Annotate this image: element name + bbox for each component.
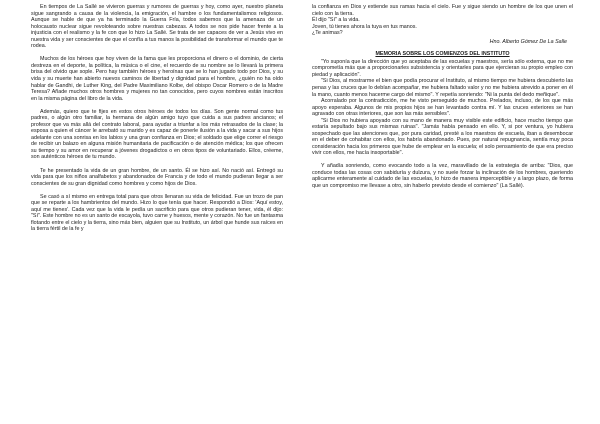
right-column xyxy=(312,4,573,189)
line-young-person: Joven, tú tienes ahora la tuya en tus manos. xyxy=(312,23,417,30)
paragraph-great-man: Te he presentado la vida de un gran hombre, de un santo. Él se hizo así. No nació así. Entregó su vida para que los niños analfabetos y abandonados de Francia y de todo el mundo pudieran llegar a ser conscientes de su gran dignidad como hombres y como hijos de Dios. xyxy=(31,167,283,187)
line-question: ¿Te animas? xyxy=(312,30,343,37)
paragraph-wars: En tiempos de La Sallé se vivieron guerras y rumores de guerras y hoy, como ayer, nuestro planeta sigue sangrando a causa de la violencia, la emigración, el hambre o los fundamentalismos religiosos. Aunque se hable de que ya ha terminado la Guerra Fría, todos sabemos que la amenaza de un holocausto nuclear sigue revoloteando sobre nuestras cabezas. A todos se nos pide hacer frente a la injusticia con el realismo y la fe con que lo hizo La Sallé. Se trata de ser capaces de ver a Jesús vivo en nuestra vida y ser conscientes de que el confía a tus manos la posibilidad de transformar el mundo que te rodea. xyxy=(31,4,283,50)
memoria-title: MEMORIA SOBRE LOS COMIENZOS DEL INSTITUTO xyxy=(375,51,510,58)
paragraph-everyday-heroes: Además, quiero que te fijes en estos otros héroes de todos los días. Son gente normal como tus padres, o algún otro familiar, la hermana de algún amigo tuyo que cuida a sus padres ancianos; el profesor que va más allá del contrato laboral, para ayudar a triunfar a los más retrasados de la clase; la esposa a quien el cáncer le arrebató su marido y es capaz de ponerle ilusión a la vida y sacar a sus hijos adelante con una sonrisa en los labios y una gran confianza en Dios; el soldado que elige correr el riesgo de recibir un balazo en alguna misión humanitaria de pacificación o de atención médica; los que ofrecen su tiempo y su amor en recuperar a jóvenes drogadictos o en otros tipos de voluntariado. Ellos, créeme, son auténticos héroes de tu mundo. xyxy=(31,108,283,161)
closing-paragraph: Y añadía sonriendo, como evocando todo a la vez, maravillado de la estrategia de arriba: "Dios, que conduce todas las cosas con sabiduría y dulzura, y no suele forzar la inclinación de los hombres, queriendo aplicarme enteramente al cuidado de las escuelas, lo hizo de manera imperceptible y a largo plazo, de forma que un compromiso me llevase a otro, sin haberlo previsto desde el comienzo" (La Sallé). xyxy=(312,163,573,189)
paragraph-closing-intro xyxy=(312,4,573,37)
memoria-quote: Acorralado por la contradicción, me he visto perseguido de muchos. Prelados, incluso, de los que más apoyo esperaba. Algunos de mis propios hijos se han levantado contra mí. Y las cruces exteriores se han agravado con otras interiores, que son las más sensibles". xyxy=(312,98,573,118)
line-said-yes: Él dijo "Sí" a la vida. xyxy=(312,17,360,24)
line-confidence: la confianza en Dios y extiende sus ramas hacia el cielo. Fue y sigue siendo un hombre de los que unen el cielo con la tierra. xyxy=(312,4,573,17)
memoria-quote: "Si Dios, al mostrarme el bien que podía procurar el Instituto, al mismo tiempo me hubiera descubierto las penas y las cruces que lo debían acompañar, me hubiera faltado valor y no me hubiera atrevido a poner en él la mano, cuanto menos hacerme cargo del mismo". Y repetía sonriendo: "Ni la punta del dedo meñique". xyxy=(312,78,573,98)
left-column xyxy=(31,4,283,233)
memoria-quote: "Yo suponía que la dirección que yo aceptaba de las escuelas y maestros, sería sólo externa, que no me comprometía más que a proporcionarles subsistencia y orientarles para que ejercieran su propio empleo con piedad y aplicación". xyxy=(312,58,573,78)
paragraph-heroes: Muchos de los héroes que hoy viven de la fama que les proporciona el dinero o el dominio, de cierta destreza en el deporte, la política, la música o el cine, el recuerdo de su nombre se lo llevará la primera brisa del olvido que sople. Pero hay también héroes y heroínas que se lo han jugado todo por Dios, y su vida y su muerte han abierto nuevos caminos de libertad y dignidad para el hombre, ¿quién no ha oído hablar de Gandhi, de Luther King, del Padre Maximiliano Kolbe, del obispo Oscar Romero o de la Madre Teresa? Añade muchos otros hombres y mujeres no tan conocidos, pero cuyos nombres están inscritos en la misma página del libro de la vida. xyxy=(31,56,283,102)
memoria-quote: "Si Dios no hubiera apoyado con su mano de manera muy visible este edificio, hace mucho tiempo que estaría sepultado bajo sus mismas ruinas". "Jamás había pensado en ello. Y, si por ventura, yo hubiera sospechado que las atenciones que, por pura caridad, presté a los maestros de escuela, iban a desembocar en el deber de cohabitar con ellos, los habría abandonado. Pues, por natural repugnancia, sentía muy poca consideración hacia los primeros que hube de emplear en la escuela; el solo pensamiento de que era preciso vivir con ellos, me hacía insoportable". xyxy=(312,117,573,157)
paragraph-self-giving: Se casó a sí mismo en entrega total para que otros llenaran su vida de felicidad. Fue un trozo de pan que se reparte a los hambrientos del mundo. Hizo lo que tenía que hacer. Respondió a Dios: 'Aquí estoy, aquí me tienes'. Cada vez que la vida le pedía un sacrificio para que otros pudieran tener, vida, él dijo: "Sí". Este hombre no es un santo de escayola, tuvo carne y huesos, mente y corazón. No fue un fantasma flotando entre el cielo y la tierra, sino más bien, alguien que su Instituto, un árbol que hunde sus raíces en la tierra fértil de la fe y xyxy=(31,193,283,233)
signature: Hno. Alberto Gómez De La Salle xyxy=(489,38,567,45)
